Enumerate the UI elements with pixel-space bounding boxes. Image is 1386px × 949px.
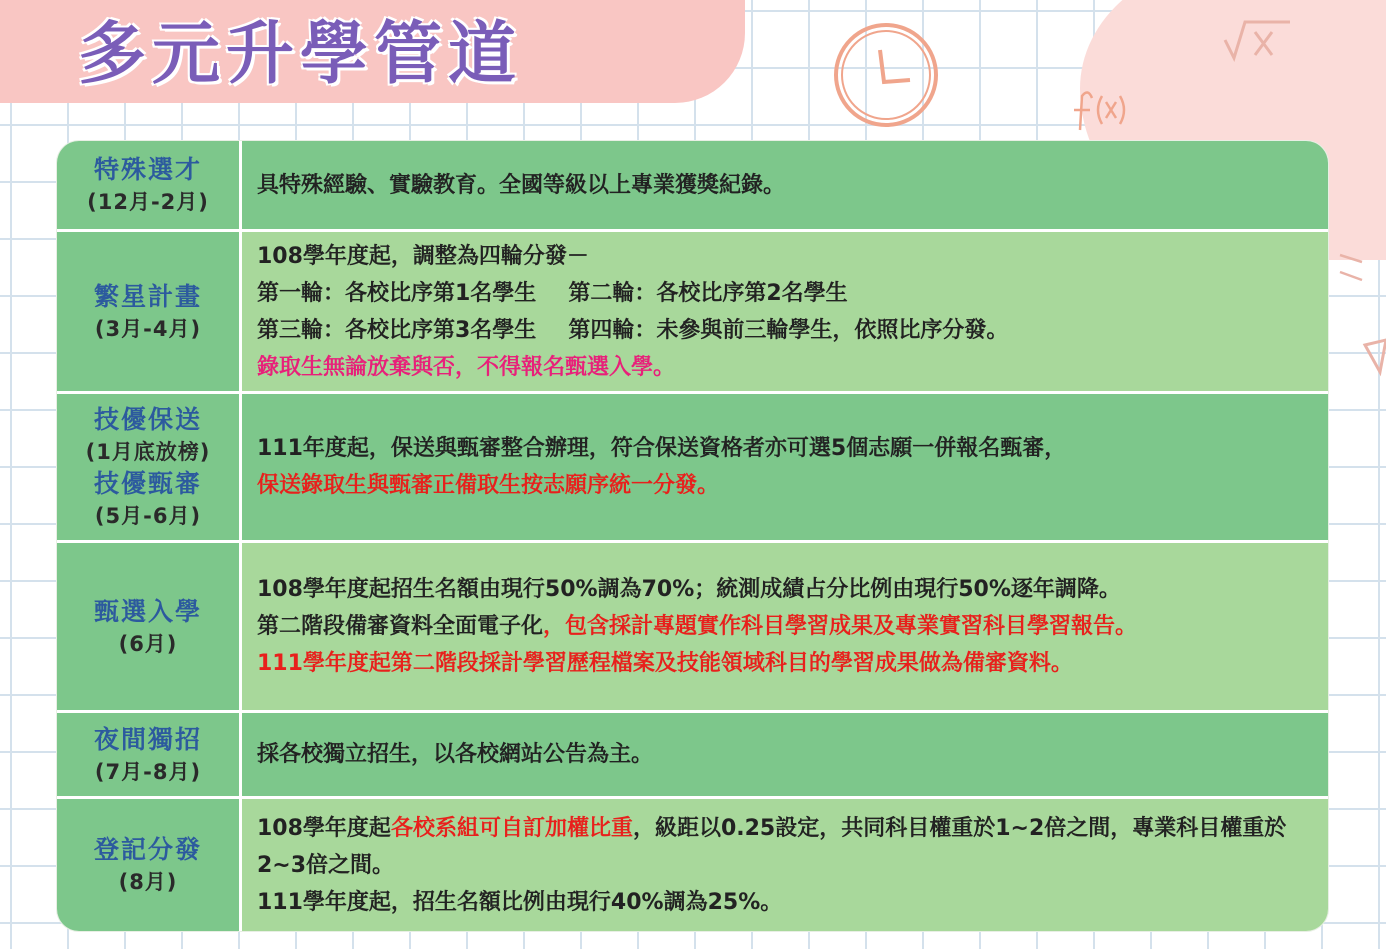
category-name: 技優甄審	[93, 469, 202, 498]
category-period: (7月-8月)	[94, 759, 202, 784]
sqrt-x-formula	[1225, 22, 1290, 58]
page-title: 多元升學管道	[78, 15, 523, 94]
description-line	[257, 608, 1268, 645]
triangle-icon	[1365, 340, 1386, 372]
description-cell	[242, 141, 1328, 229]
f-x-formula	[1074, 92, 1124, 130]
description-line	[257, 275, 1314, 312]
category-cell	[57, 394, 242, 540]
round-4-text: 第四輪：未參與前三輪學生，依照比序分發。	[568, 317, 1009, 343]
category-name: 登記分發	[93, 835, 202, 864]
round-2-text: 第二輪：各校比序第2名學生	[568, 280, 848, 306]
description-cell	[242, 799, 1328, 931]
category-name: 技優保送	[93, 405, 202, 434]
description-cell	[242, 232, 1328, 391]
description-highlight: 111學年度起第二階段採計學習歷程檔案及技能領域科目的學習成果做為備審資料。	[257, 651, 1073, 676]
e-document-text: 第二階段備審資料全面電子化	[257, 614, 544, 639]
year-text: 108學年度起	[257, 815, 391, 841]
category-name: 夜間獨招	[93, 724, 202, 754]
category-period: (6月)	[118, 631, 178, 656]
description-line: 108學年度起，調整為四輪分發－	[257, 243, 589, 269]
description-line: 採各校獨立招生，以各校網站公告為主。	[257, 742, 654, 767]
weight-text: ，級距以0.25設定，共同科目權重於1~2倍之間，專業科目權重於2~3倍之間。	[257, 815, 1287, 878]
description-warning: 錄取生無論放棄與否，不得報名甄選入學。	[257, 354, 676, 380]
category-name: 甄選入學	[93, 596, 202, 626]
table-row-skill-excellence	[57, 394, 1328, 543]
category-period: (1月底放榜)	[85, 440, 211, 464]
table-row-selection-admission	[57, 543, 1328, 713]
table-row-night-admission	[57, 713, 1328, 799]
description-line: 108學年度起招生名額由現行50%調為70%；統測成績占分比例由現行50%逐年調降。	[257, 577, 1121, 602]
description-highlight: 保送錄取生與甄審正備取生按志願序統一分發。	[257, 473, 720, 498]
description-line	[257, 810, 1314, 884]
description-cell	[242, 394, 1328, 540]
description-line: 111學年度起，招生名額比例由現行40%調為25%。	[257, 889, 783, 915]
description-line	[257, 312, 1314, 349]
small-marks	[1340, 255, 1362, 280]
category-period: (5月-6月)	[94, 504, 202, 528]
category-name: 特殊選才	[93, 155, 202, 184]
table-row-registration-distribution	[57, 799, 1328, 931]
clock-icon	[836, 25, 936, 125]
table-row-special-selection	[57, 141, 1328, 232]
description-highlight: ，包含採計專題實作科目學習成果及專業實習科目學習報告。	[543, 614, 1138, 639]
category-period: (3月-4月)	[94, 316, 202, 341]
category-period: (8月)	[118, 870, 178, 894]
category-cell	[57, 141, 242, 229]
category-period: (12月-2月)	[87, 190, 209, 214]
description-highlight: 各校系組可自訂加權比重	[390, 815, 633, 841]
round-1-text: 第一輪：各校比序第1名學生	[257, 280, 537, 306]
category-cell	[57, 799, 242, 931]
admission-channels-table	[57, 141, 1328, 931]
description-line: 111年度起，保送與甄審整合辦理，符合保送資格者亦可選5個志願一併報名甄審，	[257, 436, 1067, 461]
category-cell	[57, 713, 242, 796]
description-cell	[242, 713, 1328, 796]
category-name: 繁星計畫	[93, 281, 202, 311]
description-cell	[242, 543, 1328, 710]
table-row-star-plan	[57, 232, 1328, 394]
category-cell	[57, 232, 242, 391]
round-3-text: 第三輪：各校比序第3名學生	[257, 317, 537, 343]
category-cell	[57, 543, 242, 710]
description-line: 具特殊經驗、實驗教育。全國等級以上專業獲獎紀錄。	[257, 172, 786, 198]
